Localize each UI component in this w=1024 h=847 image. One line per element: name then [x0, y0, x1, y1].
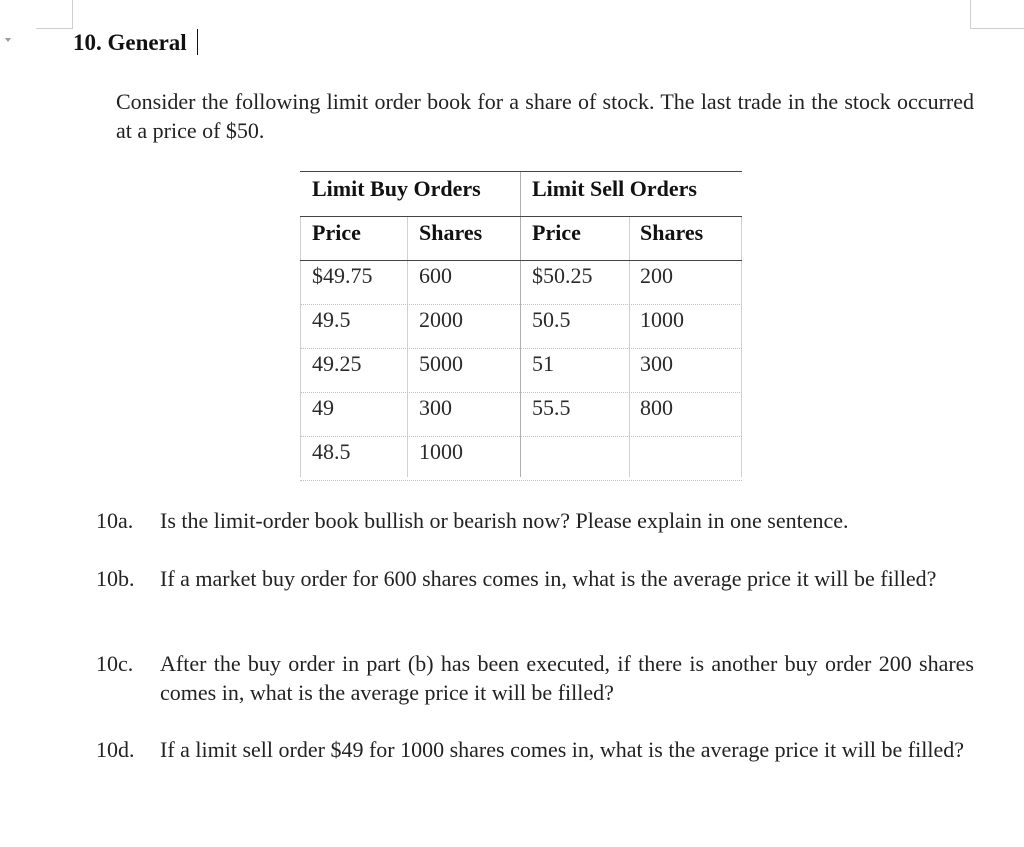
page-corner-marker-left — [36, 0, 73, 29]
sell-price-cell: $50.25 — [532, 263, 593, 288]
table-row — [300, 437, 742, 481]
question-number: 10a. — [96, 508, 134, 533]
section-heading-text: 10. General — [73, 30, 187, 55]
column-header-buy-shares: Shares — [419, 220, 483, 245]
limit-order-book-table — [300, 171, 742, 477]
sell-shares-cell: 300 — [640, 351, 673, 376]
table-row — [300, 305, 742, 349]
question-number: 10b. — [96, 566, 135, 591]
collapse-heading-arrow-icon[interactable] — [5, 38, 11, 42]
column-header-buy-price: Price — [312, 220, 361, 245]
sell-price-cell: 55.5 — [532, 395, 571, 420]
sell-price-cell: 51 — [532, 351, 554, 376]
table-column-header-row — [300, 217, 742, 261]
buy-price-cell: 49 — [312, 395, 334, 420]
buy-shares-cell: 600 — [419, 263, 452, 288]
column-header-sell-shares: Shares — [640, 220, 704, 245]
intro-paragraph: Consider the following limit order book for a share of stock. The last trade in the stock occurred at a price of $50. — [116, 89, 974, 143]
buy-orders-header: Limit Buy Orders — [312, 176, 481, 201]
sell-shares-cell: 800 — [640, 395, 673, 420]
table-row — [300, 261, 742, 305]
buy-shares-cell: 2000 — [419, 307, 463, 332]
sell-price-cell: 50.5 — [532, 307, 571, 332]
buy-price-cell: 49.5 — [312, 307, 351, 332]
buy-price-cell: $49.75 — [312, 263, 373, 288]
buy-shares-cell: 5000 — [419, 351, 463, 376]
text-cursor — [197, 29, 198, 55]
page-corner-marker-right — [970, 0, 1024, 29]
question-text: If a limit sell order $49 for 1000 shares comes in, what is the average price it will be filled? — [160, 737, 964, 762]
buy-price-cell: 49.25 — [312, 351, 362, 376]
question-10a — [96, 506, 974, 535]
table-group-header-row — [300, 172, 742, 217]
section-heading[interactable] — [73, 28, 198, 58]
question-text: If a market buy order for 600 shares comes in, what is the average price it will be filled? — [160, 566, 937, 591]
sell-shares-cell: 1000 — [640, 307, 684, 332]
sell-orders-header: Limit Sell Orders — [532, 176, 697, 201]
buy-shares-cell: 1000 — [419, 439, 463, 464]
table-body — [300, 261, 742, 481]
table-row — [300, 393, 742, 437]
question-text: Is the limit-order book bullish or bearish now? Please explain in one sentence. — [160, 508, 849, 533]
buy-price-cell: 48.5 — [312, 439, 351, 464]
table-row — [300, 349, 742, 393]
column-header-sell-price: Price — [532, 220, 581, 245]
question-text: After the buy order in part (b) has been executed, if there is another buy order 200 shares comes in, what is the average price it will be filled? — [160, 651, 974, 705]
question-number: 10c. — [96, 651, 134, 676]
sell-shares-cell: 200 — [640, 263, 673, 288]
question-10b — [96, 564, 974, 593]
question-number: 10d. — [96, 737, 135, 762]
question-10d — [96, 735, 974, 764]
buy-shares-cell: 300 — [419, 395, 452, 420]
question-10c — [96, 649, 974, 707]
